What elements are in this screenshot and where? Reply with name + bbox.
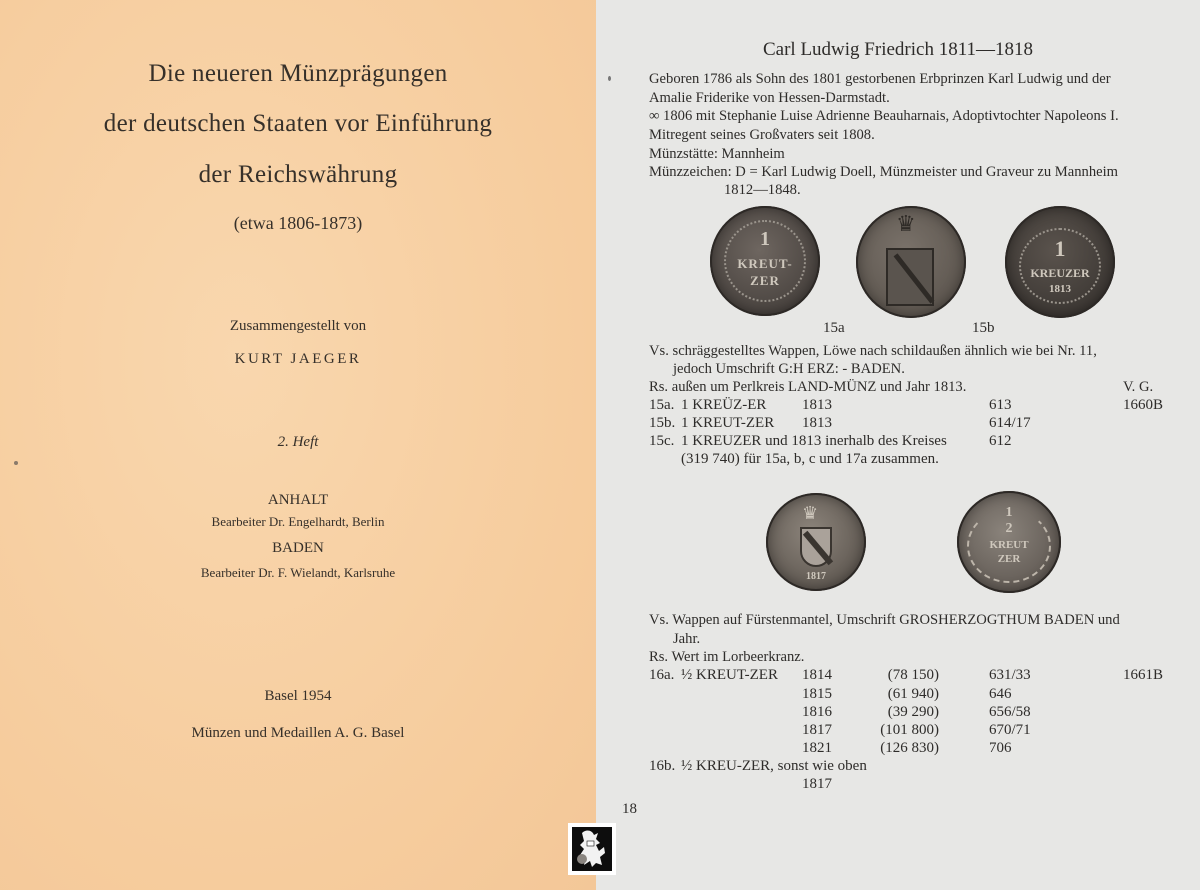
vs-description-cont: jedoch Umschrift G:H ERZ: - BADEN. <box>673 361 905 377</box>
bio-line: Amalie Friderike von Hessen-Darmstadt. <box>649 90 890 106</box>
row-mintage: (39 290) <box>887 704 939 720</box>
entry-vg: 1660B <box>1123 397 1164 413</box>
entry-num: 16b. <box>649 758 676 774</box>
coin-16-reverse <box>957 491 1061 593</box>
row-year: 1816 <box>802 704 832 720</box>
coin-year: 1813 <box>1049 283 1071 295</box>
compiled-by-label: Zusammengestellt von <box>229 318 367 334</box>
entry-num: 15a. <box>649 397 675 413</box>
crown-icon: ♛ <box>896 212 916 237</box>
coin-15c-reverse <box>1005 206 1115 318</box>
row-year: 1817 <box>802 722 832 738</box>
caption-15b: 15b <box>972 320 995 336</box>
row-mintage: (126 830) <box>880 740 939 756</box>
row-ref: 631/33 <box>989 667 1031 683</box>
coin-text: ZER <box>997 553 1021 565</box>
coin-year: 1817 <box>806 571 826 582</box>
row-year: 1815 <box>802 686 832 702</box>
author-name: KURT JAEGER <box>234 351 362 367</box>
vs-description: Vs. Wappen auf Fürstenmantel, Umschrift GROSHERZOGTHUM BADEN und <box>649 612 1120 628</box>
row-year: 1817 <box>802 776 832 792</box>
coat-of-arms-icon <box>886 248 934 306</box>
entry-desc: ½ KREU-ZER, sonst wie oben <box>681 758 867 774</box>
entry-ref: 613 <box>989 397 1012 413</box>
mint-mark: Münzzeichen: D = Karl Ludwig Doell, Münzmeister und Graveur zu Mannheim <box>649 164 1119 180</box>
entry-num: 16a. <box>649 667 675 683</box>
row-ref: 706 <box>989 740 1012 756</box>
coat-of-arms-icon <box>800 527 832 567</box>
coin-obverse-arms <box>856 206 966 318</box>
row-mintage: (101 800) <box>880 722 939 738</box>
row-ref: 656/58 <box>989 704 1031 720</box>
coin-fraction-den: 2 <box>1005 521 1013 536</box>
entry-vg: 1661B <box>1123 667 1164 683</box>
section-anhalt-editor: Bearbeiter Dr. Engelhardt, Berlin <box>211 514 385 529</box>
vs-description: Vs. schräggestelltes Wappen, Löwe nach schildaußen ähnlich wie bei Nr. 11, <box>649 343 1097 359</box>
entry-desc: ½ KREUT-ZER <box>681 667 778 683</box>
caption-15a: 15a <box>823 320 845 336</box>
row-ref: 646 <box>989 686 1012 702</box>
bio-line: Mitregent seines Großvaters seit 1808. <box>649 127 875 143</box>
mint-mark-years: 1812—1848. <box>724 182 801 198</box>
row-year: 1821 <box>802 740 832 756</box>
laurel-wreath-icon <box>967 509 1051 583</box>
entry-num: 15c. <box>649 433 675 449</box>
rs-description: Rs. Wert im Lorbeerkranz. <box>649 649 805 665</box>
entry-num: 15b. <box>649 415 676 431</box>
row-year: 1814 <box>802 667 832 683</box>
place-year: Basel 1954 <box>264 688 332 704</box>
bio-line: ∞ 1806 mit Stephanie Luise Adrienne Beauharnais, Adoptivtochter Napoleons I. <box>649 108 1119 124</box>
cover-page <box>0 0 596 890</box>
mintage-note: (319 740) für 15a, b, c und 17a zusammen. <box>681 451 939 467</box>
content-page <box>596 0 1200 890</box>
coin-text: KREUZER <box>1030 266 1090 280</box>
entry-year: 1813 <box>802 397 832 413</box>
paper-speck <box>608 76 611 81</box>
page-number: 18 <box>622 801 637 817</box>
entry-desc: 1 KREUT-ZER <box>681 415 775 431</box>
row-ref: 670/71 <box>989 722 1031 738</box>
coin-text: KREUT- <box>737 256 793 271</box>
entry-desc: 1 KREÜZ-ER <box>681 397 767 413</box>
coin-16-obverse <box>766 493 866 591</box>
mint-place: Münzstätte: Mannheim <box>649 146 785 162</box>
publisher-logo <box>568 823 616 875</box>
coin-text: ZER <box>750 273 780 288</box>
coin-15a-reverse <box>710 206 820 316</box>
vg-header: V. G. <box>1123 379 1154 395</box>
coin-text: KREUT <box>989 539 1029 551</box>
crown-icon: ♛ <box>802 503 819 524</box>
coin-value: 1 <box>760 228 770 250</box>
paper-speck <box>14 461 18 465</box>
title-line-3: der Reichswährung <box>198 161 398 188</box>
entry-ref: 614/17 <box>989 415 1031 431</box>
date-range: (etwa 1806-1873) <box>233 213 363 233</box>
entry-desc: 1 KREUZER und 1813 inerhalb des Kreises <box>681 433 947 449</box>
coin-fraction-num: 1 <box>1005 505 1013 520</box>
lion-rampant-icon <box>572 827 612 871</box>
entry-ref: 612 <box>989 433 1012 449</box>
title-line-1: Die neueren Münzprägungen <box>148 60 448 87</box>
row-mintage: (78 150) <box>887 667 939 683</box>
row-mintage: (61 940) <box>887 686 939 702</box>
publisher: Münzen und Medaillen A. G. Basel <box>191 725 405 741</box>
bio-line: Geboren 1786 als Sohn des 1801 gestorbenen Erbprinzen Karl Ludwig und der <box>649 71 1111 87</box>
vs-description-cont: Jahr. <box>673 631 701 647</box>
section-anhalt: ANHALT <box>267 492 329 508</box>
section-baden: BADEN <box>272 540 324 556</box>
issue-number: 2. Heft <box>277 434 319 450</box>
rs-description: Rs. außen um Perlkreis LAND-MÜNZ und Jahr 1813. <box>649 379 967 395</box>
coin-value: 1 <box>1054 236 1066 261</box>
title-line-2: der deutschen Staaten vor Einführung <box>103 110 493 137</box>
entry-year: 1813 <box>802 415 832 431</box>
ruler-heading: Carl Ludwig Friedrich 1811—1818 <box>762 39 1033 60</box>
section-baden-editor: Bearbeiter Dr. F. Wielandt, Karlsruhe <box>200 565 396 580</box>
